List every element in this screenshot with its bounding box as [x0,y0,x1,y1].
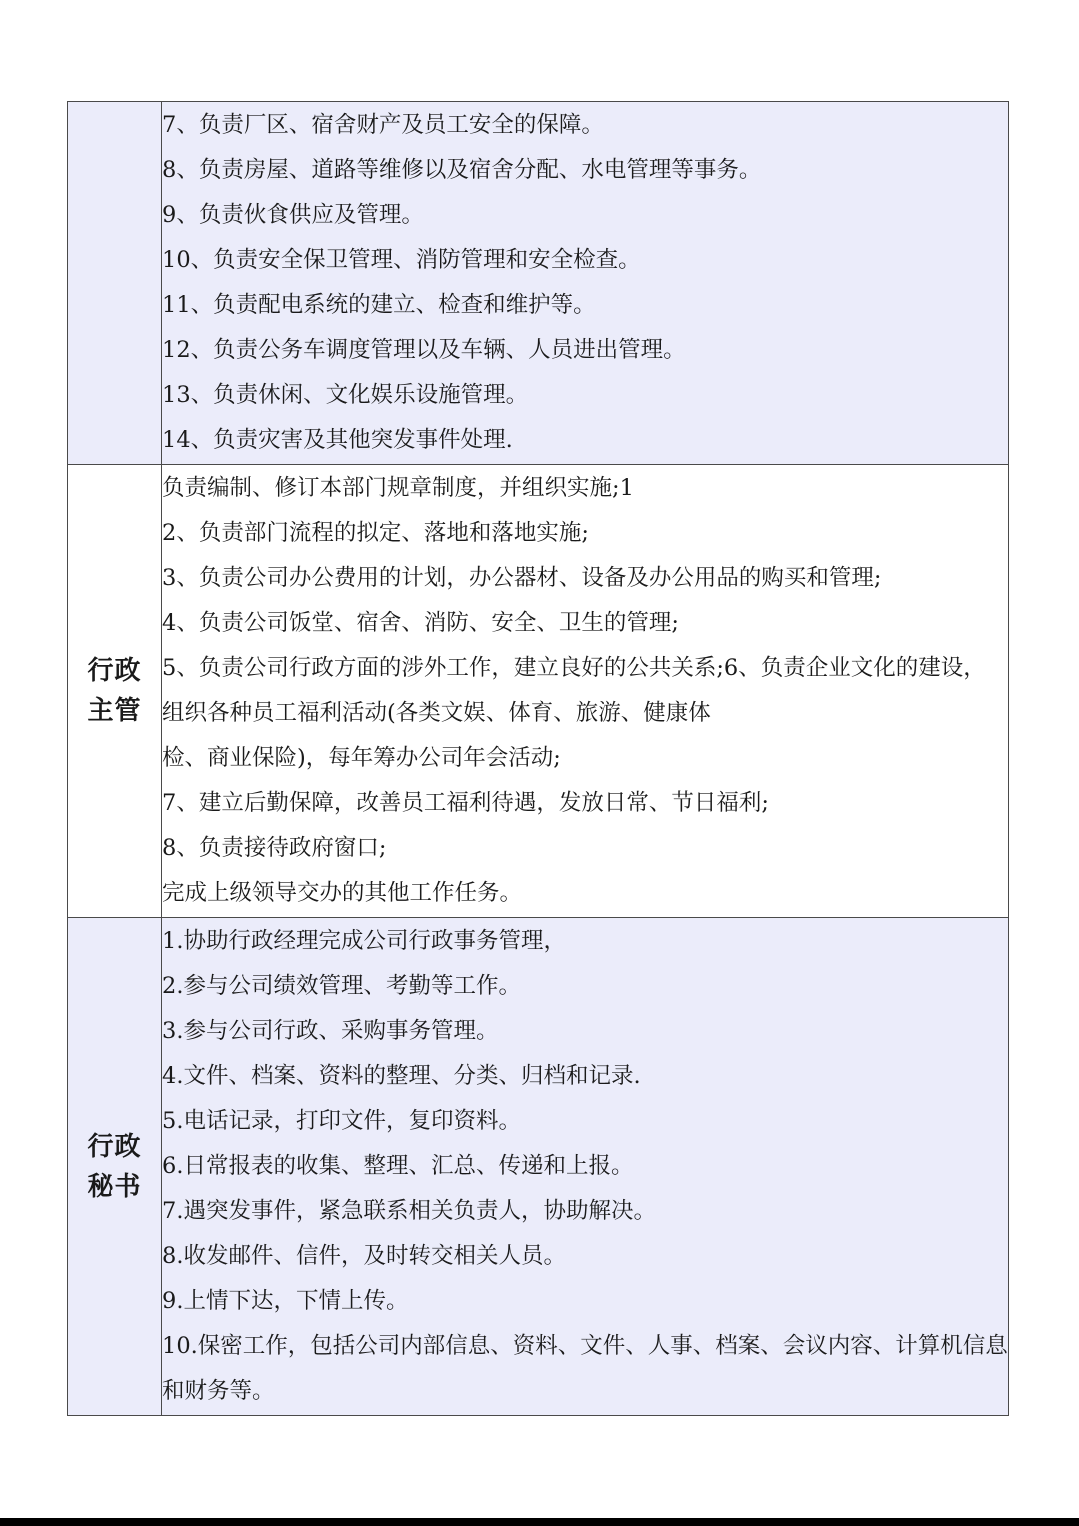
role-label-line: 行政 [87,656,142,686]
duty-item: 7、建立后勤保障，改善员工福利待遇，发放日常、节日福利; [162,790,769,816]
duty-item: 13、负责休闲、文化娱乐设施管理。 [162,382,529,408]
duty-item: 4.文件、档案、资料的整理、分类、归档和记录. [162,1063,641,1089]
duty-item: 14、负责灾害及其他突发事件处理. [162,427,513,453]
role-label-line: 秘书 [87,1171,142,1202]
duty-item: 2.参与公司绩效管理、考勤等工作。 [162,973,521,999]
duty-item: 10、负责安全保卫管理、消防管理和安全检查。 [162,247,641,273]
role-cell-empty [68,102,162,465]
duty-item: 7.遇突发事件，紧急联系相关负责人，协助解决。 [162,1198,656,1224]
job-duties-table [67,101,1009,1416]
duty-item: 12、负责公务车调度管理以及车辆、人员进出管理。 [162,337,686,363]
duty-item: 10.保密工作，包括公司内部信息、资料、文件、人事、档案、会议内容、计算机信息和财务等。 [162,1333,1008,1404]
duty-list [162,919,1008,1414]
role-cell-admin-supervisor [68,465,162,918]
table-row [68,102,1009,465]
duty-item: 8、负责接待政府窗口; [162,835,387,861]
duty-list [162,466,1008,916]
duty-item: 8、负责房屋、道路等维修以及宿舍分配、水电管理等事务。 [162,157,762,183]
duty-item: 3.参与公司行政、采购事务管理。 [162,1018,499,1044]
duty-item: 5.电话记录，打印文件，复印资料。 [162,1108,521,1134]
role-label-line: 主管 [87,696,142,726]
duty-item: 6.日常报表的收集、整理、汇总、传递和上报。 [162,1153,634,1179]
duty-item: 1.协助行政经理完成公司行政事务管理， [162,928,566,954]
duty-item: 2、负责部门流程的拟定、落地和落地实施; [162,520,589,546]
duty-item: 3、负责公司办公费用的计划，办公器材、设备及办公用品的购买和管理; [162,565,882,591]
duty-item: 负责编制、修订本部门规章制度，并组织实施;1 [162,475,634,501]
duty-item: 检、商业保险)，每年筹办公司年会活动; [162,745,561,771]
role-cell-admin-secretary [68,918,162,1416]
table-row [68,465,1009,918]
duty-item: 4、负责公司饭堂、宿舍、消防、安全、卫生的管理; [162,610,679,636]
duty-item: 9、负责伙食供应及管理。 [162,202,424,228]
duties-cell [162,465,1009,918]
duty-item: 11、负责配电系统的建立、检查和维护等。 [162,292,596,318]
role-label-line: 行政 [87,1131,142,1162]
duties-cell [162,102,1009,465]
duty-list [162,103,1008,463]
duty-item: 5、负责公司行政方面的涉外工作，建立良好的公共关系;6、负责企业文化的建设，组织各种员工福利活动(各类文娱、体育、旅游、健康体 [162,655,986,726]
bottom-edge-bar [0,1518,1079,1526]
duties-cell [162,918,1009,1416]
table-row [68,918,1009,1416]
duty-item: 8.收发邮件、信件，及时转交相关人员。 [162,1243,566,1269]
duty-item: 9.上情下达，下情上传。 [162,1288,409,1314]
duty-item: 完成上级领导交办的其他工作任务。 [162,880,523,906]
duty-item: 7、负责厂区、宿舍财产及员工安全的保障。 [162,112,604,138]
